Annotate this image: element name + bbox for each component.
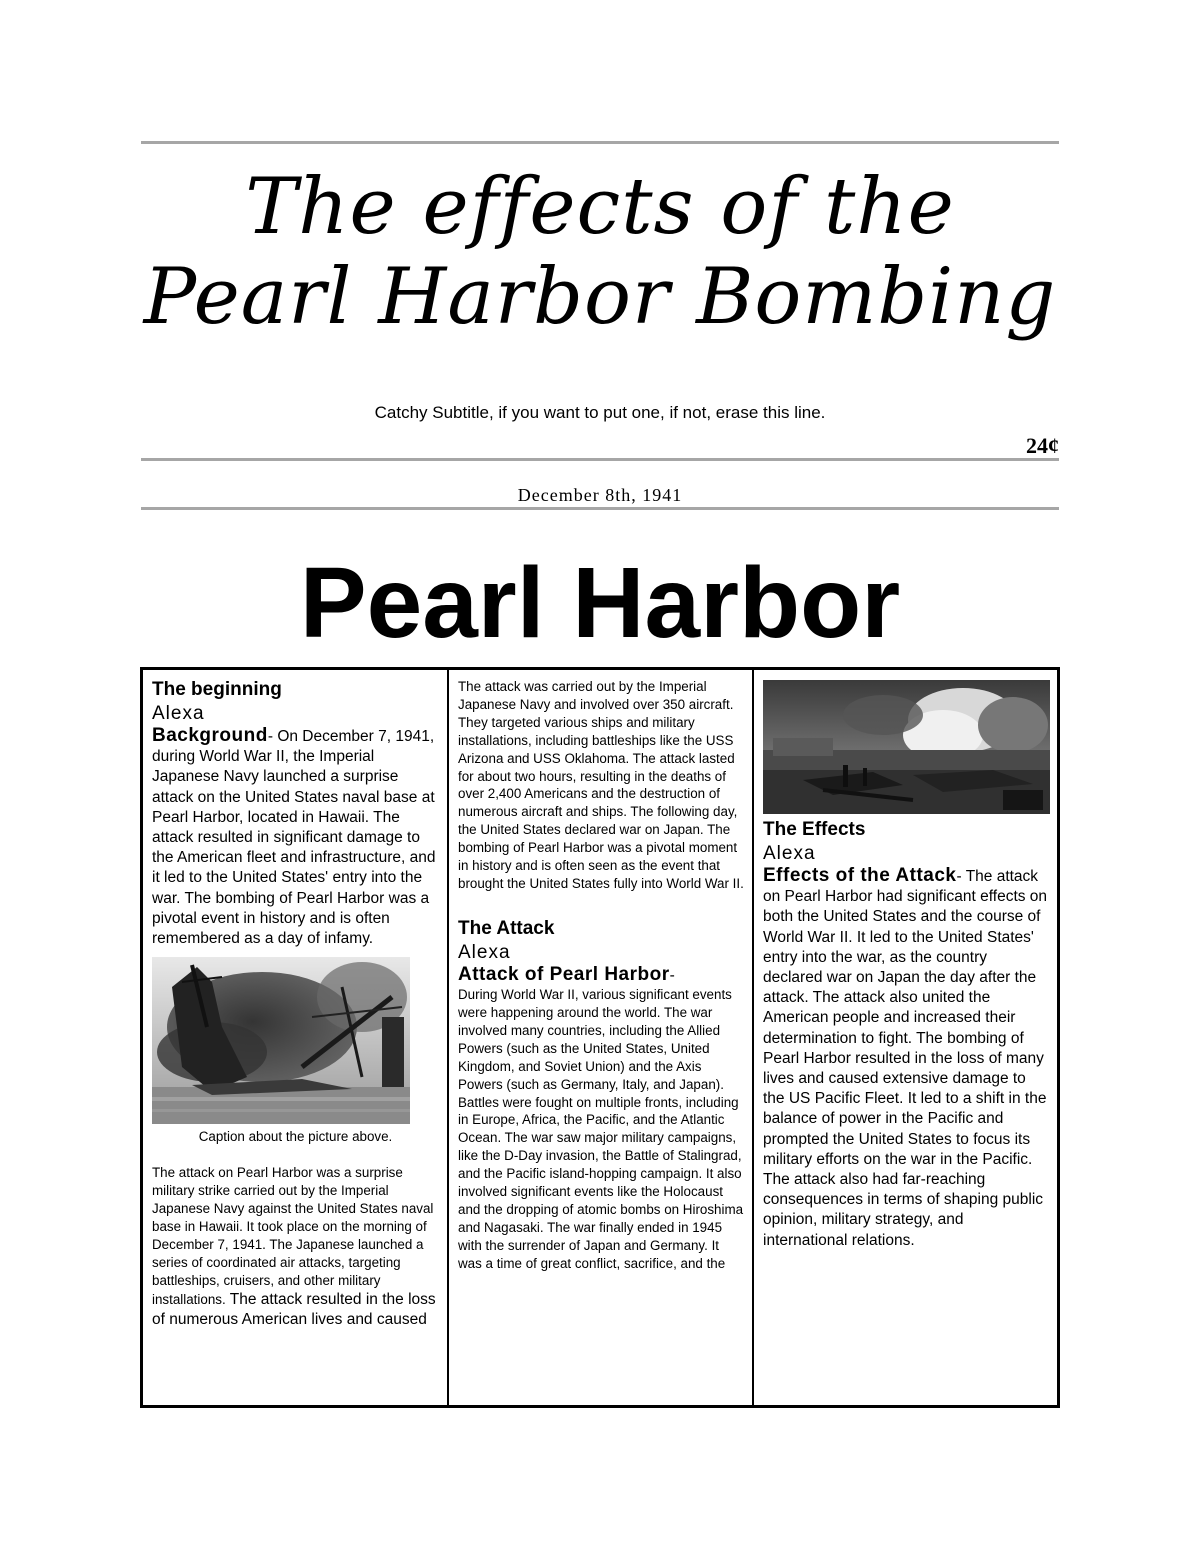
section-title: The beginning [152, 679, 282, 700]
lead-label: Background [152, 725, 268, 746]
section-title: The Effects [763, 819, 866, 840]
lead-paragraph [152, 726, 439, 949]
lead-label: Attack of Pearl Harbor [458, 963, 670, 985]
top-rule [141, 141, 1059, 144]
column-2 [449, 670, 754, 1405]
body-text: The attack on Pearl Harbor was a surprise military strike carried out by the Imperial Japanese Navy against the United States naval base in Hawaii. It took place on the morning of December 7, 1941. The Japanese launched a series of coordinated air attacks, targeting battleships, cruisers, and other military installations. [152, 1165, 434, 1307]
lead-label: Effects of the Attack [763, 865, 957, 886]
sinking-battleship-photo [152, 957, 410, 1124]
column-3 [754, 670, 1057, 1405]
author: Alexa [152, 703, 205, 724]
burning-airfield-photo [763, 680, 1050, 814]
section-title: The Attack [458, 917, 555, 939]
photo-caption: Caption about the picture above. [198, 1129, 393, 1145]
headline: Pearl Harbor [299, 547, 901, 659]
lead-text: - The attack on Pearl Harbor had significant effects on both the United States and the course of World War II. It led to the United States' entry into the war, as the country declared war on Japan the day after the attack. The attack also united the American people and increased their determination to fight. The bombing of Pearl Harbor resulted in the loss of many lives and caused extensive damage to the US Pacific Fleet. It led to a shift in the balance of power in the Pacific and prompted the United States to focus its military efforts on the war in the Pacific. The attack also had far-reaching consequences in terms of shaping public opinion, military strategy, and international relations. [763, 868, 1048, 1249]
newspaper-title: The effects of the Pearl Harbor Bombing [143, 162, 1057, 342]
price: 24¢ [1026, 433, 1059, 458]
article-columns [140, 667, 1060, 1408]
body-paragraph [152, 1164, 439, 1329]
subtitle: Catchy Subtitle, if you want to put one, if not, erase this line. [374, 403, 826, 422]
issue-date: December 8th, 1941 [517, 485, 683, 505]
body-paragraph: During World War II, various significant events were happening around the world. The war involved many countries, including the Allied Powers (such as the United States, United Kingdom, and Soviet Union) and the Axis Powers (such as Germany, Italy, and Japan). Battles were fought on multiple fronts, including in Europe, Africa, the Pacific, and the Atlantic Ocean. The war saw major military campaigns, like the D-Day invasion, the Battle of Stalingrad, and the Pacific island-hopping campaign. It also involved significant events like the Holocaust and the dropping of atomic bombs on Hiroshima and Nagasaki. The war finally ended in 1945 with the surrender of Japan and Germany. It was a time of great conflict, sacrifice, and the [458, 987, 744, 1271]
lead-dash: - [669, 966, 675, 984]
lead-text: - On December 7, 1941, during World War II, the Imperial Japanese Navy launched a surprise attack on the United States naval base at Pearl Harbor, located in Hawaii. The attack resulted in significant damage to the American fleet and infrastructure, and it led to the United States' entry into the war. The bombing of Pearl Harbor was a pivotal event in history and is often remembered as a day of infamy. [152, 728, 436, 948]
author: Alexa [458, 941, 511, 963]
column-1 [143, 670, 449, 1405]
body-text-larger: The attack resulted in the loss of numerous American lives and caused [152, 1290, 436, 1328]
author: Alexa [763, 843, 816, 864]
middle-rule [141, 458, 1059, 461]
body-paragraph: The attack was carried out by the Imperial Japanese Navy and involved over 350 aircraft. They targeted various ships and military installations, including battleships like the USS Arizona and USS Oklahoma. The attack lasted for about two hours, resulting in the deaths of over 2,400 Americans and the destruction of numerous aircraft and ships. The following day, the United States declared war on Japan. The bombing of Pearl Harbor was a pivotal moment in history and is often seen as the event that brought the United States fully into World War II. [458, 679, 744, 891]
lead-paragraph [763, 866, 1049, 1251]
lead-label-line [458, 965, 744, 986]
date-rule [141, 507, 1059, 510]
